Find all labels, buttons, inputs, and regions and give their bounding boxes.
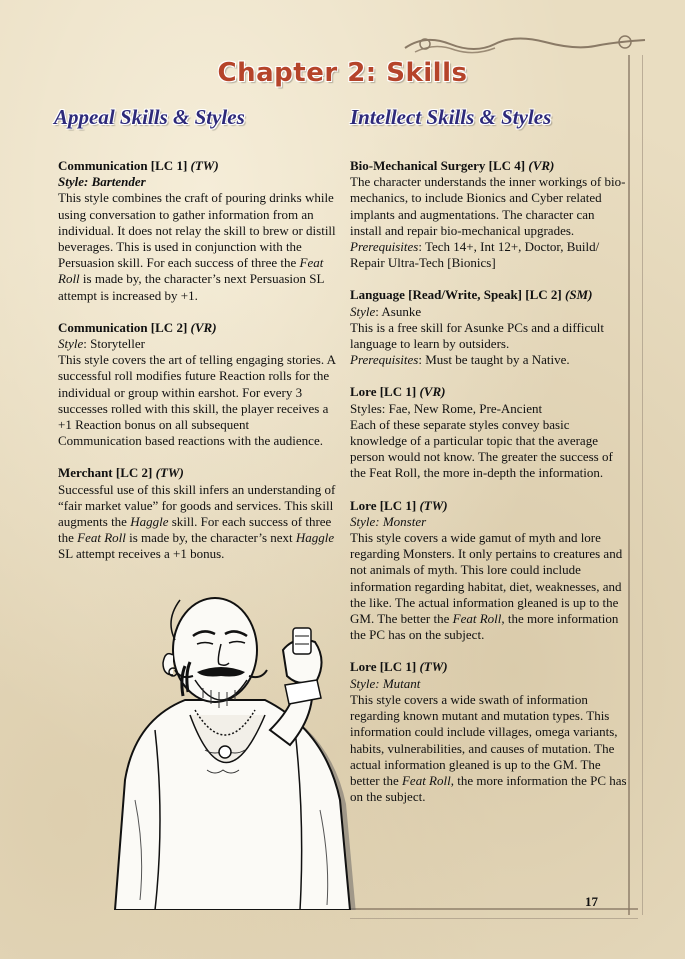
skill-style: Style: Bartender xyxy=(58,174,146,190)
appeal-skills-heading: Appeal Skills & Styles xyxy=(54,105,245,129)
skill-description: Successful use of this skill infers an understanding of “fair market value” for goods and services. This skill augments the Haggle skill. For each success of three the Feat Roll is made by, the character’s next Haggle SL attempt receives a +1 bonus. xyxy=(58,481,336,562)
frame-ornament-icon xyxy=(395,30,655,60)
skill-styles: Styles: Fae, New Rome, Pre-Ancient xyxy=(350,400,543,416)
skill-description: This style combines the craft of pouring drinks while using conversation to gather information from an individual. It does not relay the skill to brew or distill beverages. This is used in conjunction with the Persuasion skill. For each success of three the Feat Roll is made by, the character’s next Persuasion SL attempt is increased by +1. xyxy=(58,190,336,303)
appeal-skills-column xyxy=(54,104,336,579)
skill-entry-communication-bartender xyxy=(58,158,336,304)
intellect-skills-column xyxy=(350,104,628,821)
skill-title: Communication [LC 2] (VR) xyxy=(58,319,217,335)
skill-title: Bio-Mechanical Surgery [LC 4] (VR) xyxy=(350,158,555,173)
skill-title: Lore [LC 1] (TW) xyxy=(350,659,448,675)
skill-title: Lore [LC 1] (TW) xyxy=(350,497,448,513)
chapter-title: Chapter 2: Skills xyxy=(217,58,468,88)
skill-entry-merchant xyxy=(58,465,336,562)
skill-description: This style covers a wide swath of information regarding known mutant and mutation types. This information could include villages, omega variants, habits, vulnerabilities, and causes of mutation. The actual information gleaned is up to the GM. The better the Feat Roll, the more information the PC has on the subject. xyxy=(350,691,627,805)
skill-description: The character understands the inner workings of bio-mechanics, to include Bionics and Cyber related implants and augmentations. The character can install and repair bio-mechanical upgrades. xyxy=(350,174,626,238)
skill-title: Merchant [LC 2] (TW) xyxy=(58,465,184,481)
skill-title: Communication [LC 1] (TW) xyxy=(58,158,219,173)
skill-prerequisites: Prerequisites: Tech 14+, Int 12+, Doctor, Build/ Repair Ultra-Tech [Bionics] xyxy=(350,239,600,271)
intellect-skills-heading: Intellect Skills & Styles xyxy=(350,105,552,129)
page-frame-right xyxy=(628,55,643,915)
skill-description: Each of these separate styles convey basic knowledge of a particular topic that the average person would not know. The greater the success of the Feat Roll, the more in-depth the information. xyxy=(350,416,613,481)
skill-title: Language [Read/Write, Speak] [LC 2] (SM) xyxy=(350,287,593,303)
skill-title: Lore [LC 1] (VR) xyxy=(350,384,446,400)
skill-entry-language xyxy=(350,287,628,368)
skill-style: Style: Storyteller xyxy=(58,336,146,352)
skill-description: This style covers the art of telling engaging stories. A successful roll modifies future Reaction rolls for the individual or group within earshot. For every 3 successes rolled with this skill, the player receives a +1 Reaction bonus on all subsequent Communication based reactions with the audience. xyxy=(58,352,336,449)
skill-entry-lore-mutant xyxy=(350,659,628,805)
skill-prerequisites: Prerequisites: Must be taught by a Native. xyxy=(350,352,570,368)
page-number: 17 xyxy=(585,894,598,909)
skill-entry-communication-storyteller xyxy=(58,320,336,450)
skill-style: Style: Asunke xyxy=(350,303,422,319)
skill-entry-lore-monster xyxy=(350,498,628,644)
skill-style: Style: Monster xyxy=(350,513,427,529)
skill-description: This is a free skill for Asunke PCs and a difficult language to learn by outsiders. xyxy=(350,319,604,352)
skill-style: Style: Mutant xyxy=(350,675,421,691)
skill-description: This style covers a wide gamut of myth and lore regarding Monsters. It only pertains to creatures and not animals of myth. This lore could include information regarding habitat, diet, weaknesses, and the like. The actual information gleaned is up to the GM. The better the Feat Roll, the more information the PC has on the subject. xyxy=(350,530,623,643)
bartender-illustration-icon xyxy=(95,580,365,910)
skill-entry-lore-general xyxy=(350,384,628,481)
skill-entry-bio-mechanical-surgery xyxy=(350,158,628,271)
